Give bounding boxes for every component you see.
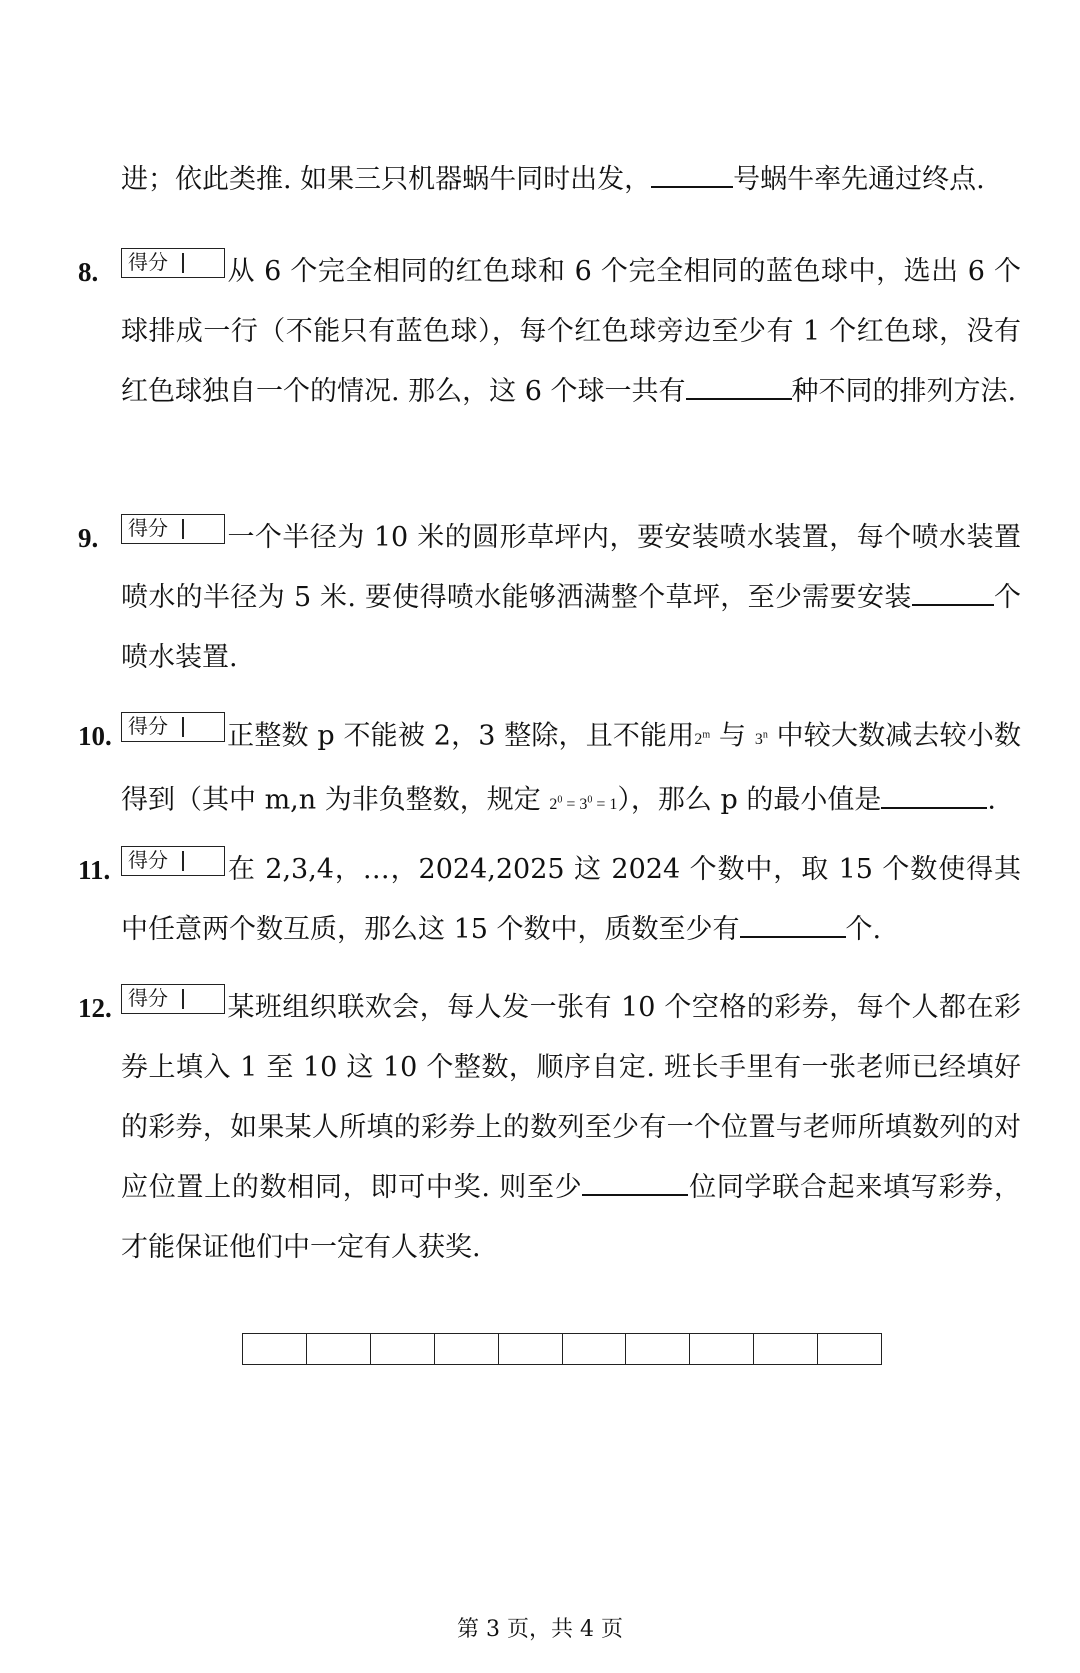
score-label: 得分 (128, 985, 168, 1010)
q12-body: 某班组织联欢会，每人发一张有 10 个空格的彩券，每个人都在彩券上填入 1 至 10 这 10 个整数，顺序自定. 班长手里有一张老师已经填好的彩券，如果某人所填的彩券上的数列至少有一个位置与老师所填数列的对应位置上的数相同，即可中奖. 则至少 (121, 992, 1021, 1203)
q12-answer-blank[interactable] (582, 1164, 688, 1196)
q8-text (121, 242, 1021, 422)
q11-body-end: 个. (845, 914, 882, 945)
q12-score-box[interactable] (121, 984, 225, 1014)
q9-text (121, 508, 1021, 688)
q10-body-end: ），那么 p 的最小值是 (617, 784, 882, 816)
q8-number: 8. (78, 257, 99, 287)
q10-body: 正整数 p 不能被 2，3 整除，且不能用 (227, 720, 695, 752)
q8-answer-blank[interactable] (686, 368, 792, 400)
q7-answer-blank[interactable] (651, 156, 733, 188)
q10-body-cont: 中较大数减去较小数得到（其中 m,n 为非负整数，规定 (121, 720, 1021, 816)
q10-score-box[interactable] (121, 712, 225, 742)
score-label: 得分 (128, 713, 168, 738)
score-separator (182, 253, 184, 273)
q9-answer-blank[interactable] (912, 574, 994, 606)
page-footer: 第 3 页，共 4 页 (457, 1617, 623, 1642)
ticket-cell[interactable] (371, 1334, 435, 1364)
q11-score-box[interactable] (121, 846, 225, 876)
q8-body-end: 种不同的排列方法. (791, 376, 1017, 407)
q11-answer-blank[interactable] (740, 906, 846, 938)
q10-math-2m: 2$^m$ (694, 730, 711, 749)
ticket-cell[interactable] (626, 1334, 690, 1364)
ticket-cell[interactable] (307, 1334, 371, 1364)
q9-body: 一个半径为 10 米的圆形草坪内，要安装喷水装置，每个喷水装置喷水的半径为 5 米. 要使得喷水能够洒满整个草坪，至少需要安装 (121, 522, 1021, 613)
ticket-cell[interactable] (499, 1334, 563, 1364)
q12-number: 12. (78, 993, 112, 1023)
score-separator (182, 851, 184, 871)
q10-answer-blank[interactable] (881, 777, 987, 809)
q12-body-end: 位同学联合起来填写彩券，才能保证他们中一定有人获奖. (121, 1172, 1021, 1263)
q9-body-end: 个喷水装置. (121, 582, 1021, 673)
score-separator (182, 989, 184, 1009)
ticket-cell[interactable] (818, 1334, 881, 1364)
score-label: 得分 (128, 847, 168, 872)
score-separator (182, 519, 184, 539)
q10-number: 10. (78, 721, 112, 751)
q7-text-end: 号蜗牛率先通过终点. (733, 164, 985, 195)
q10-math-rule: $2^0 = 3^0 = 1$ (549, 794, 618, 813)
ticket-cell[interactable] (435, 1334, 499, 1364)
q10-math-3n: 3$^n$ (754, 730, 768, 749)
q9-number: 9. (78, 523, 99, 553)
q8-body: 从 6 个完全相同的红色球和 6 个完全相同的蓝色球中，选出 6 个球排成一行（不能只有蓝色球），每个红色球旁边至少有 1 个红色球，没有红色球独自一个的情况. 那么，这 6 个球一共有 (121, 256, 1021, 407)
q12-text (121, 978, 1021, 1278)
q8-score-box[interactable] (121, 248, 225, 278)
q11-text (121, 840, 1021, 960)
ticket-cell[interactable] (690, 1334, 754, 1364)
q7-text: 进；依此类推. 如果三只机器蜗牛同时出发， (121, 164, 652, 195)
q11-number: 11. (78, 855, 111, 885)
ticket-cell[interactable] (243, 1334, 307, 1364)
score-label: 得分 (128, 249, 168, 274)
q7-tail (121, 150, 1021, 210)
ticket-grid (242, 1333, 882, 1365)
q9-score-box[interactable] (121, 514, 225, 544)
ticket-cell[interactable] (563, 1334, 627, 1364)
score-label: 得分 (128, 515, 168, 540)
ticket-cell[interactable] (754, 1334, 818, 1364)
score-separator (182, 717, 184, 737)
q10-text (121, 706, 1021, 835)
q10-period: . (987, 784, 996, 816)
q11-body: 在 2,3,4，…，2024,2025 这 2024 个数中，取 15 个数使得其中任意两个数互质，那么这 15 个数中，质数至少有 (121, 854, 1021, 945)
q10-body-mid: 与 (710, 720, 755, 752)
